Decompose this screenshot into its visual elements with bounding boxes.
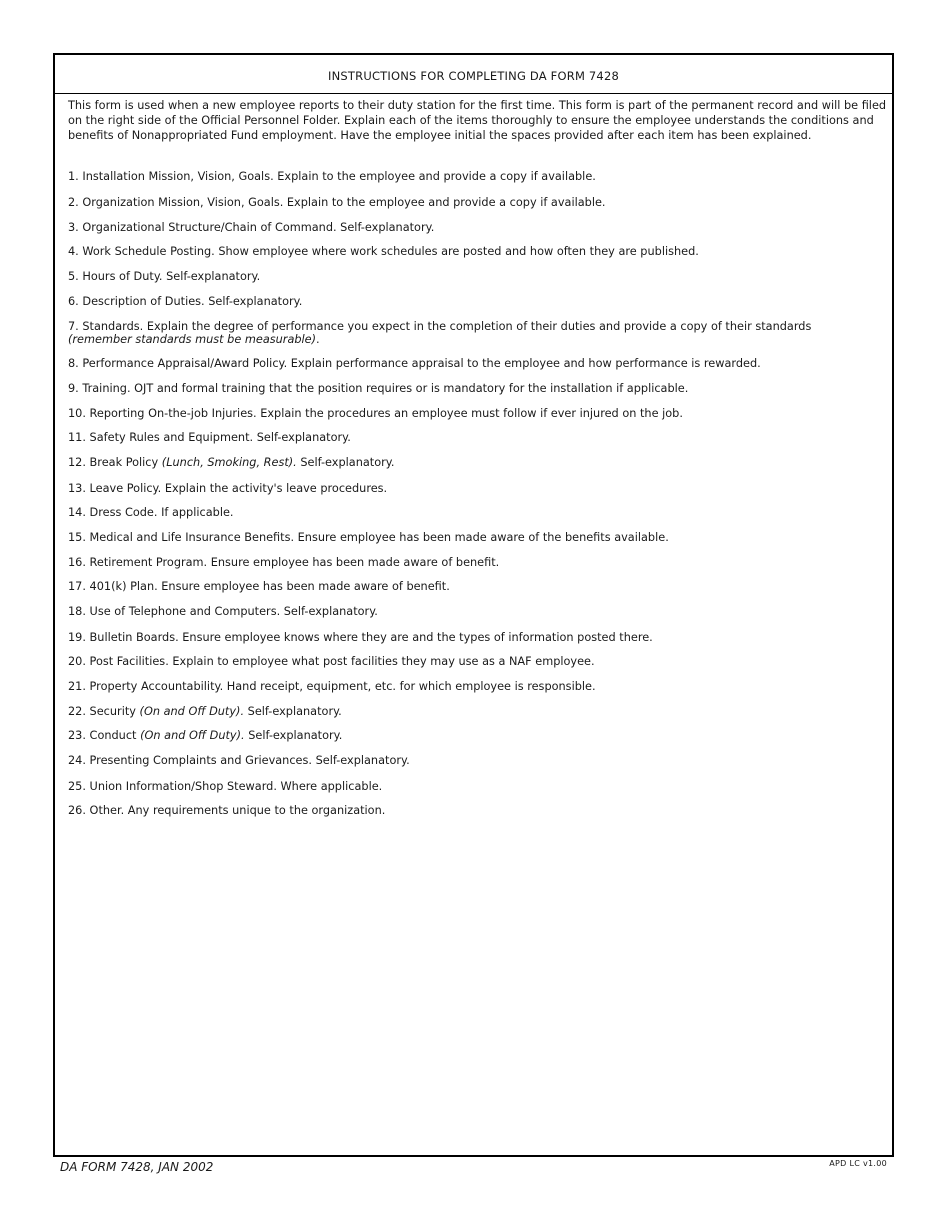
- instruction-tail: Self-explanatory.: [296, 456, 395, 469]
- instruction-text: 13. Leave Policy. Explain the activity's leave procedures.: [68, 482, 388, 495]
- instruction-text: 23. Conduct: [68, 729, 141, 742]
- instruction-text: 5. Hours of Duty. Self-explanatory.: [68, 270, 261, 283]
- instruction-item: [68, 196, 606, 209]
- instruction-text: 24. Presenting Complaints and Grievances. Self-explanatory.: [68, 754, 410, 767]
- intro-paragraph: This form is used when a new employee reports to their duty station for the first time. This form is part of the permanent record and will be filed on the right side of the Official Personnel Folder. Explain each of the items thoroughly to ensure the employee understands the conditions and benefits of Nonappropriated Fund employment. Have the employee initial the spaces provided after each item has been explained.: [68, 99, 887, 142]
- instruction-item: [68, 804, 385, 817]
- instruction-text: 3. Organizational Structure/Chain of Command. Self-explanatory.: [68, 221, 435, 234]
- instruction-item: [68, 382, 688, 395]
- instruction-text: 16. Retirement Program. Ensure employee has been made aware of benefit.: [68, 556, 500, 569]
- instruction-text: 22. Security: [68, 705, 140, 718]
- instruction-item: [68, 407, 683, 420]
- instruction-text: 15. Medical and Life Insurance Benefits. Ensure employee has been made aware of the benefits available.: [68, 531, 669, 544]
- instruction-text: 1. Installation Mission, Vision, Goals. Explain to the employee and provide a copy if available.: [68, 170, 596, 183]
- instruction-item: [68, 270, 260, 283]
- instruction-item: [68, 631, 653, 644]
- instruction-item: [68, 170, 596, 183]
- instruction-text: 4. Work Schedule Posting. Show employee where work schedules are posted and how often they are published.: [68, 245, 699, 258]
- instruction-item: [68, 357, 761, 370]
- form-identifier: DA FORM 7428, JAN 2002: [60, 1160, 214, 1174]
- instruction-tail: .: [316, 333, 320, 346]
- instruction-item: [68, 580, 450, 593]
- instruction-item: [68, 655, 595, 668]
- instruction-item: [68, 705, 342, 718]
- instruction-tail: Self-explanatory.: [244, 729, 343, 742]
- instruction-text: 12. Break Policy: [68, 456, 162, 469]
- instruction-item: [68, 556, 499, 569]
- instruction-item: [68, 456, 394, 469]
- instruction-text: 10. Reporting On-the-job Injuries. Explain the procedures an employee must follow if ever injured on the job.: [68, 407, 683, 420]
- instruction-text: 8. Performance Appraisal/Award Policy. Explain performance appraisal to the employee and how performance is rewarded.: [68, 357, 761, 370]
- instruction-item: [68, 295, 302, 308]
- instruction-item: [68, 221, 434, 234]
- instruction-text: 26. Other. Any requirements unique to the organization.: [68, 804, 386, 817]
- instruction-item: [68, 605, 378, 618]
- instruction-tail: Self-explanatory.: [244, 705, 342, 718]
- instruction-item: [68, 482, 387, 495]
- instruction-text: 25. Union Information/Shop Steward. Where applicable.: [68, 780, 383, 793]
- instruction-item: [68, 780, 382, 793]
- instruction-item: [68, 680, 596, 693]
- instruction-text: 6. Description of Duties. Self-explanatory.: [68, 295, 303, 308]
- instruction-text: 17. 401(k) Plan. Ensure employee has been made aware of benefit.: [68, 580, 450, 593]
- instruction-text: 2. Organization Mission, Vision, Goals. Explain to the employee and provide a copy if available.: [68, 196, 606, 209]
- form-frame: [53, 53, 894, 1157]
- instruction-note: (Lunch, Smoking, Rest).: [161, 456, 297, 469]
- instruction-item: [68, 729, 342, 742]
- version-label: APD LC v1.00: [829, 1159, 887, 1168]
- instruction-item: [68, 245, 699, 258]
- instruction-text: 9. Training. OJT and formal training that the position requires or is mandatory for the installation if applicable.: [68, 382, 689, 395]
- instruction-text: 19. Bulletin Boards. Ensure employee knows where they are and the types of information posted there.: [68, 631, 653, 644]
- instruction-item: [68, 531, 669, 544]
- instruction-text: 11. Safety Rules and Equipment. Self-explanatory.: [68, 431, 351, 444]
- instruction-item: [68, 506, 234, 519]
- instruction-item: [68, 754, 410, 767]
- form-title: INSTRUCTIONS FOR COMPLETING DA FORM 7428: [55, 55, 892, 94]
- instruction-text: 20. Post Facilities. Explain to employee what post facilities they may use as a NAF employee.: [68, 655, 595, 668]
- instruction-text: 14. Dress Code. If applicable.: [68, 506, 234, 519]
- instruction-text: 18. Use of Telephone and Computers. Self-explanatory.: [68, 605, 378, 618]
- instruction-note: (On and Off Duty).: [140, 729, 245, 742]
- instruction-note: (On and Off Duty).: [139, 705, 245, 718]
- instruction-note: (remember standards must be measurable): [68, 333, 317, 346]
- instruction-item: [68, 320, 811, 346]
- instruction-text: 21. Property Accountability. Hand receipt, equipment, etc. for which employee is responsible.: [68, 680, 596, 693]
- instruction-item: [68, 431, 351, 444]
- instruction-text: 7. Standards. Explain the degree of performance you expect in the completion of their duties and provide a copy of their standards: [68, 320, 812, 333]
